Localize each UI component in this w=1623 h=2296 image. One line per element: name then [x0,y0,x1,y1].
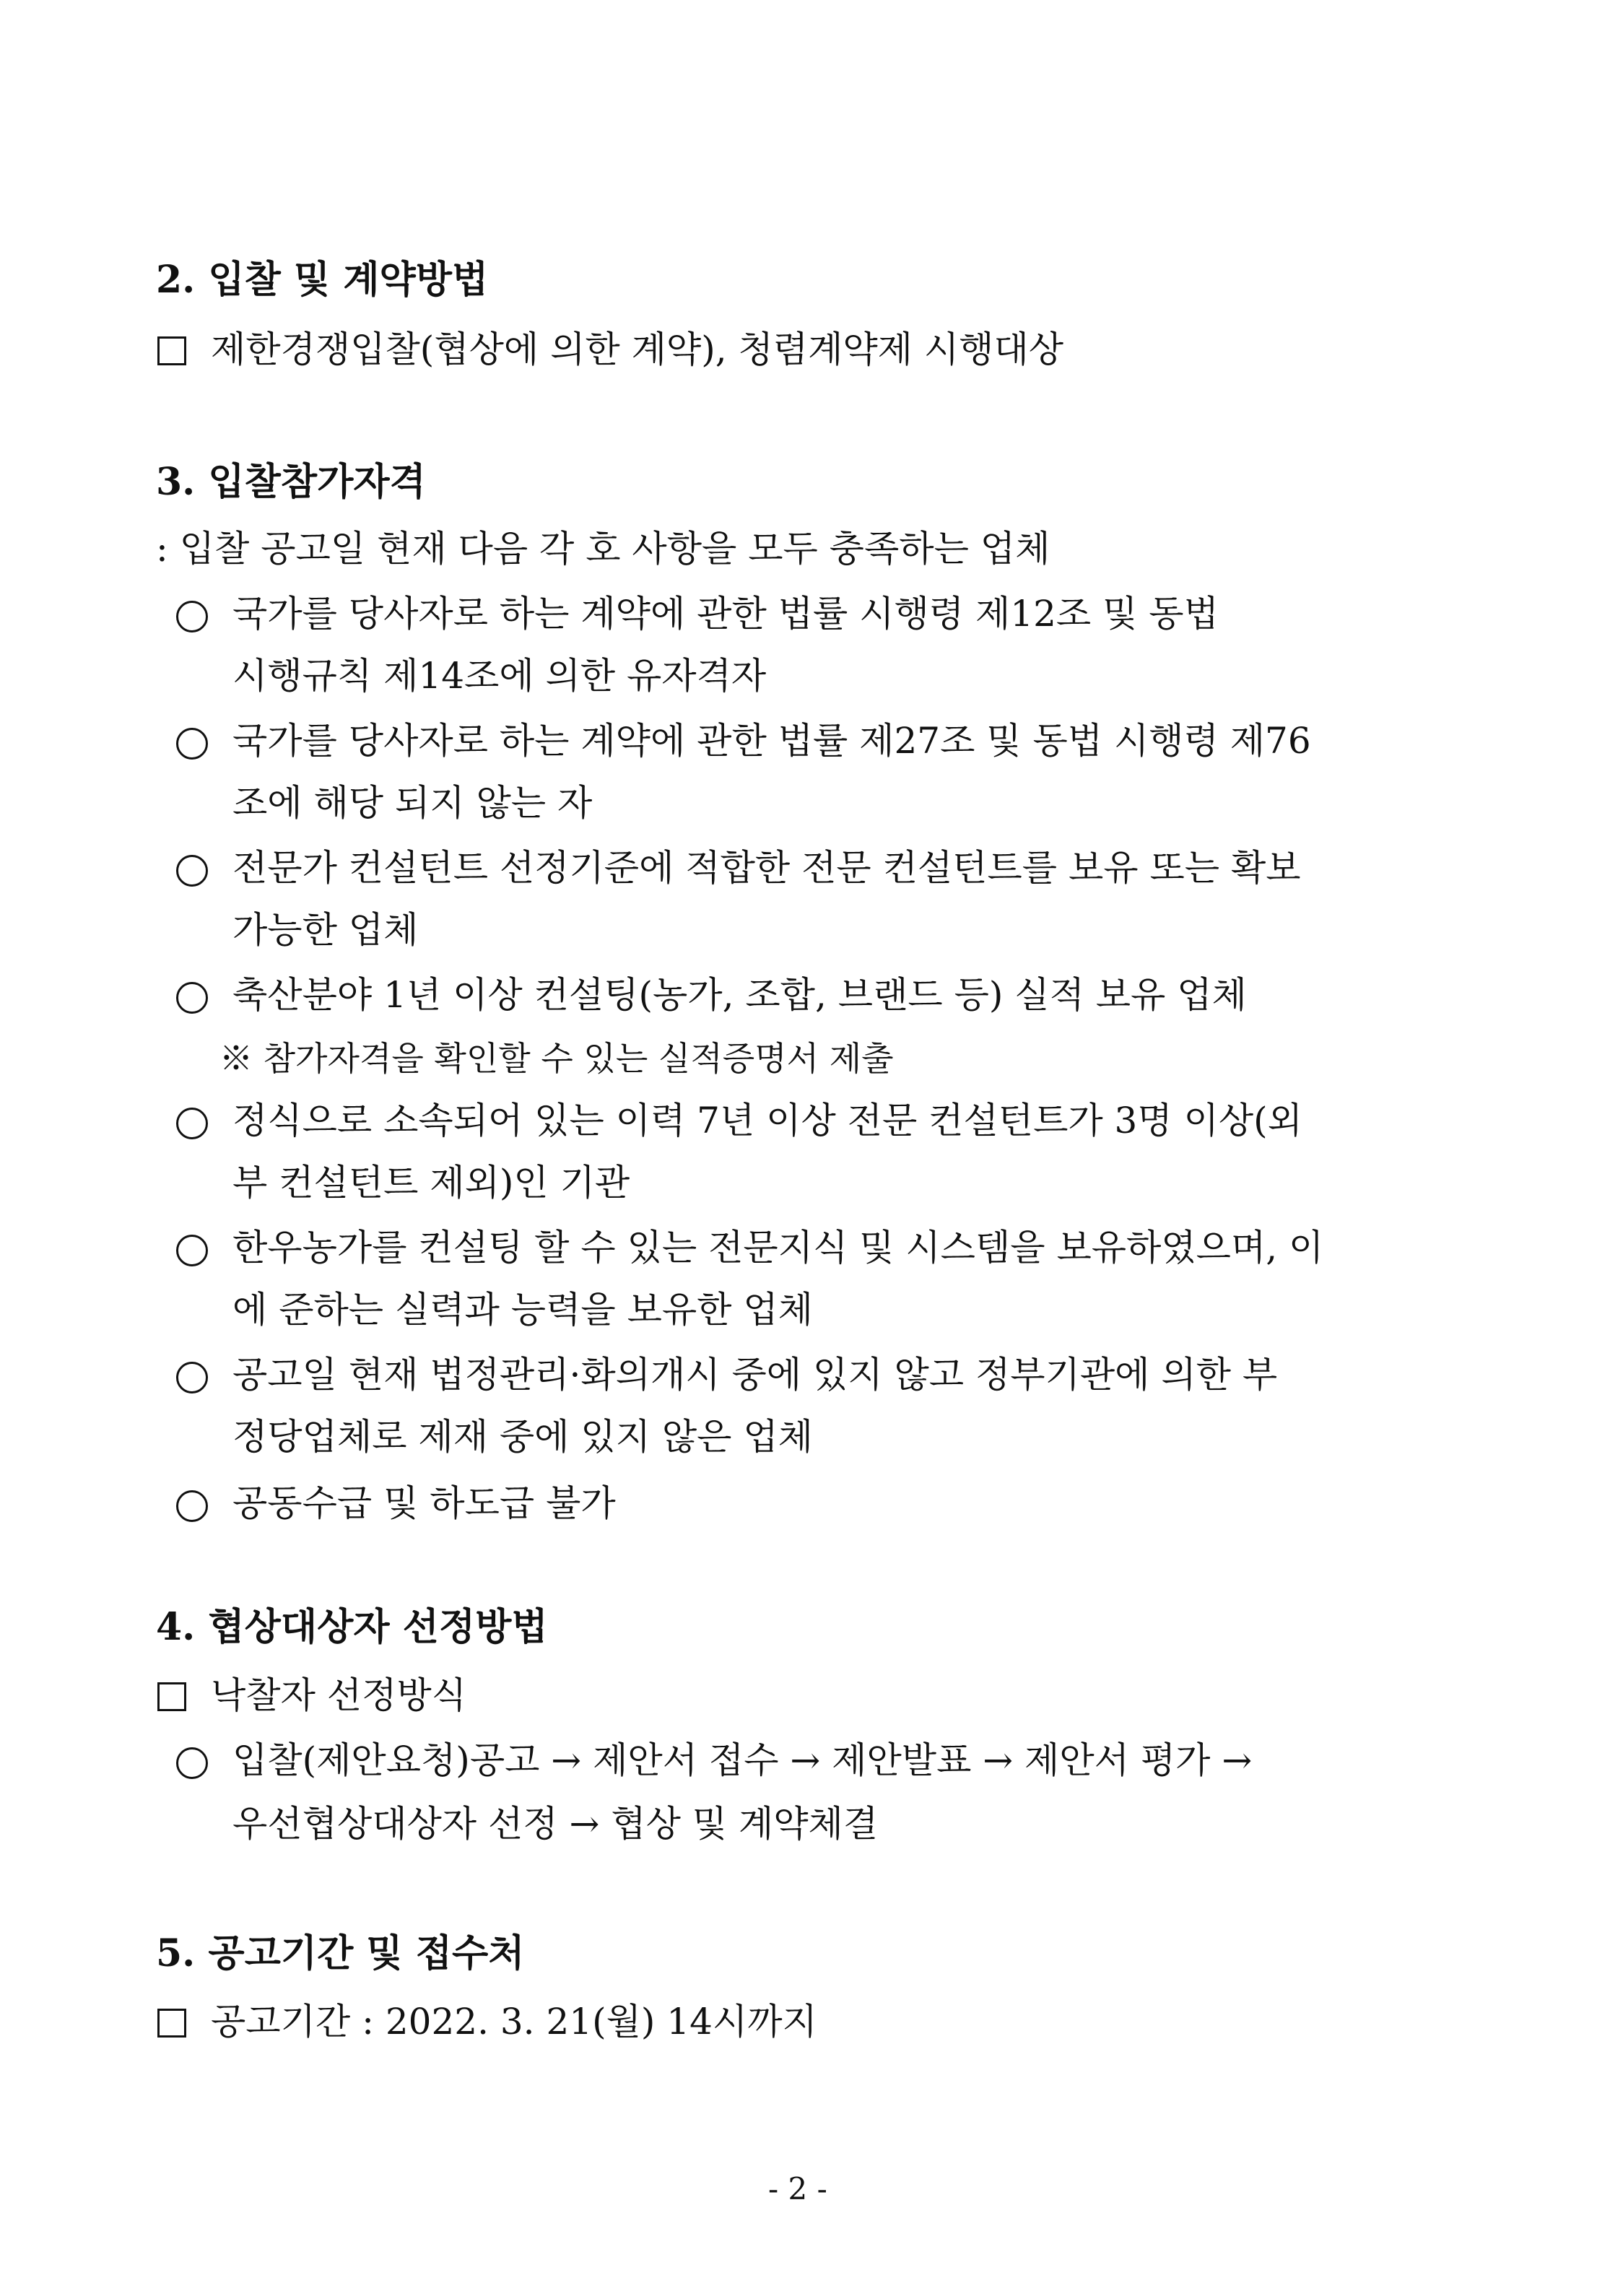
section-3-intro: : 입찰 공고일 현재 다음 각 호 사항을 모두 충족하는 업체 [156,528,1050,570]
circle-bullet-icon [176,1490,208,1522]
section-3-bullet-3-line-2: 가능한 업체 [232,909,419,951]
section-3-bullet-1-line-1: 국가를 당사자로 하는 계약에 관한 법률 시행령 제12조 및 동법 [232,593,1219,635]
section-5-heading: 5. 공고기간 및 접수처 [156,1931,525,1975]
checkbox-square-icon [157,1682,186,1711]
section-3-bullet-3-line-1: 전문가 컨설턴트 선정기준에 적합한 전문 컨설턴트를 보유 또는 확보 [232,847,1301,889]
section-3-bullet-6-line-2: 에 준하는 실력과 능력을 보유한 업체 [232,1289,813,1331]
section-3-bullet-4-line-1: 축산분야 1년 이상 컨설팅(농가, 조합, 브랜드 등) 실적 보유 업체 [232,974,1247,1016]
section-3-heading: 3. 입찰참가자격 [156,460,426,504]
section-5-item: 공고기간 : 2022. 3. 21(월) 14시까지 [211,2001,817,2043]
circle-bullet-icon [176,855,208,887]
section-3-bullet-6-line-1: 한우농가를 컨설팅 할 수 있는 전문지식 및 시스템을 보유하였으며, 이 [232,1227,1324,1269]
page-number: - 2 - [768,2171,827,2206]
section-3-bullet-5-line-2: 부 컨설턴트 제외)인 기관 [232,1162,630,1204]
checkbox-square-icon [157,336,186,365]
section-4-heading: 4. 협상대상자 선정방법 [156,1605,548,1649]
section-3-bullet-1-line-2: 시행규칙 제14조에 의한 유자격자 [232,655,767,697]
checkbox-square-icon [157,2009,186,2038]
circle-bullet-icon [176,601,208,632]
section-2-item: 제한경쟁입찰(협상에 의한 계약), 청렴계약제 시행대상 [211,329,1064,370]
section-3-bullet-8-line-1: 공동수급 및 하도급 불가 [232,1482,616,1524]
section-4-bullet-1-line-2: 우선협상대상자 선정 → 협상 및 계약체결 [232,1803,879,1845]
section-3-bullet-7-line-1: 공고일 현재 법정관리·화의개시 중에 있지 않고 정부기관에 의한 부 [232,1354,1278,1396]
circle-bullet-icon [176,1235,208,1266]
circle-bullet-icon [176,728,208,760]
circle-bullet-icon [176,1362,208,1393]
section-4-bullet-1-line-1: 입찰(제안요청)공고 → 제안서 접수 → 제안발표 → 제안서 평가 → [232,1739,1253,1781]
section-3-bullet-7-line-2: 정당업체로 제재 중에 있지 않은 업체 [232,1416,813,1458]
circle-bullet-icon [176,1747,208,1779]
section-3-bullet-4-note: ※ 참가자격을 확인할 수 있는 실적증명서 제출 [219,1039,894,1078]
section-3-bullet-2-line-1: 국가를 당사자로 하는 계약에 관한 법률 제27조 및 동법 시행령 제76 [232,720,1311,762]
circle-bullet-icon [176,982,208,1014]
section-3-bullet-2-line-2: 조에 해당 되지 않는 자 [232,782,593,824]
circle-bullet-icon [176,1108,208,1139]
section-4-item: 낙찰자 선정방식 [211,1674,466,1716]
section-3-bullet-5-line-1: 정식으로 소속되어 있는 이력 7년 이상 전문 컨설턴트가 3명 이상(외 [232,1100,1302,1142]
section-2-heading: 2. 입찰 및 계약방법 [156,258,489,302]
